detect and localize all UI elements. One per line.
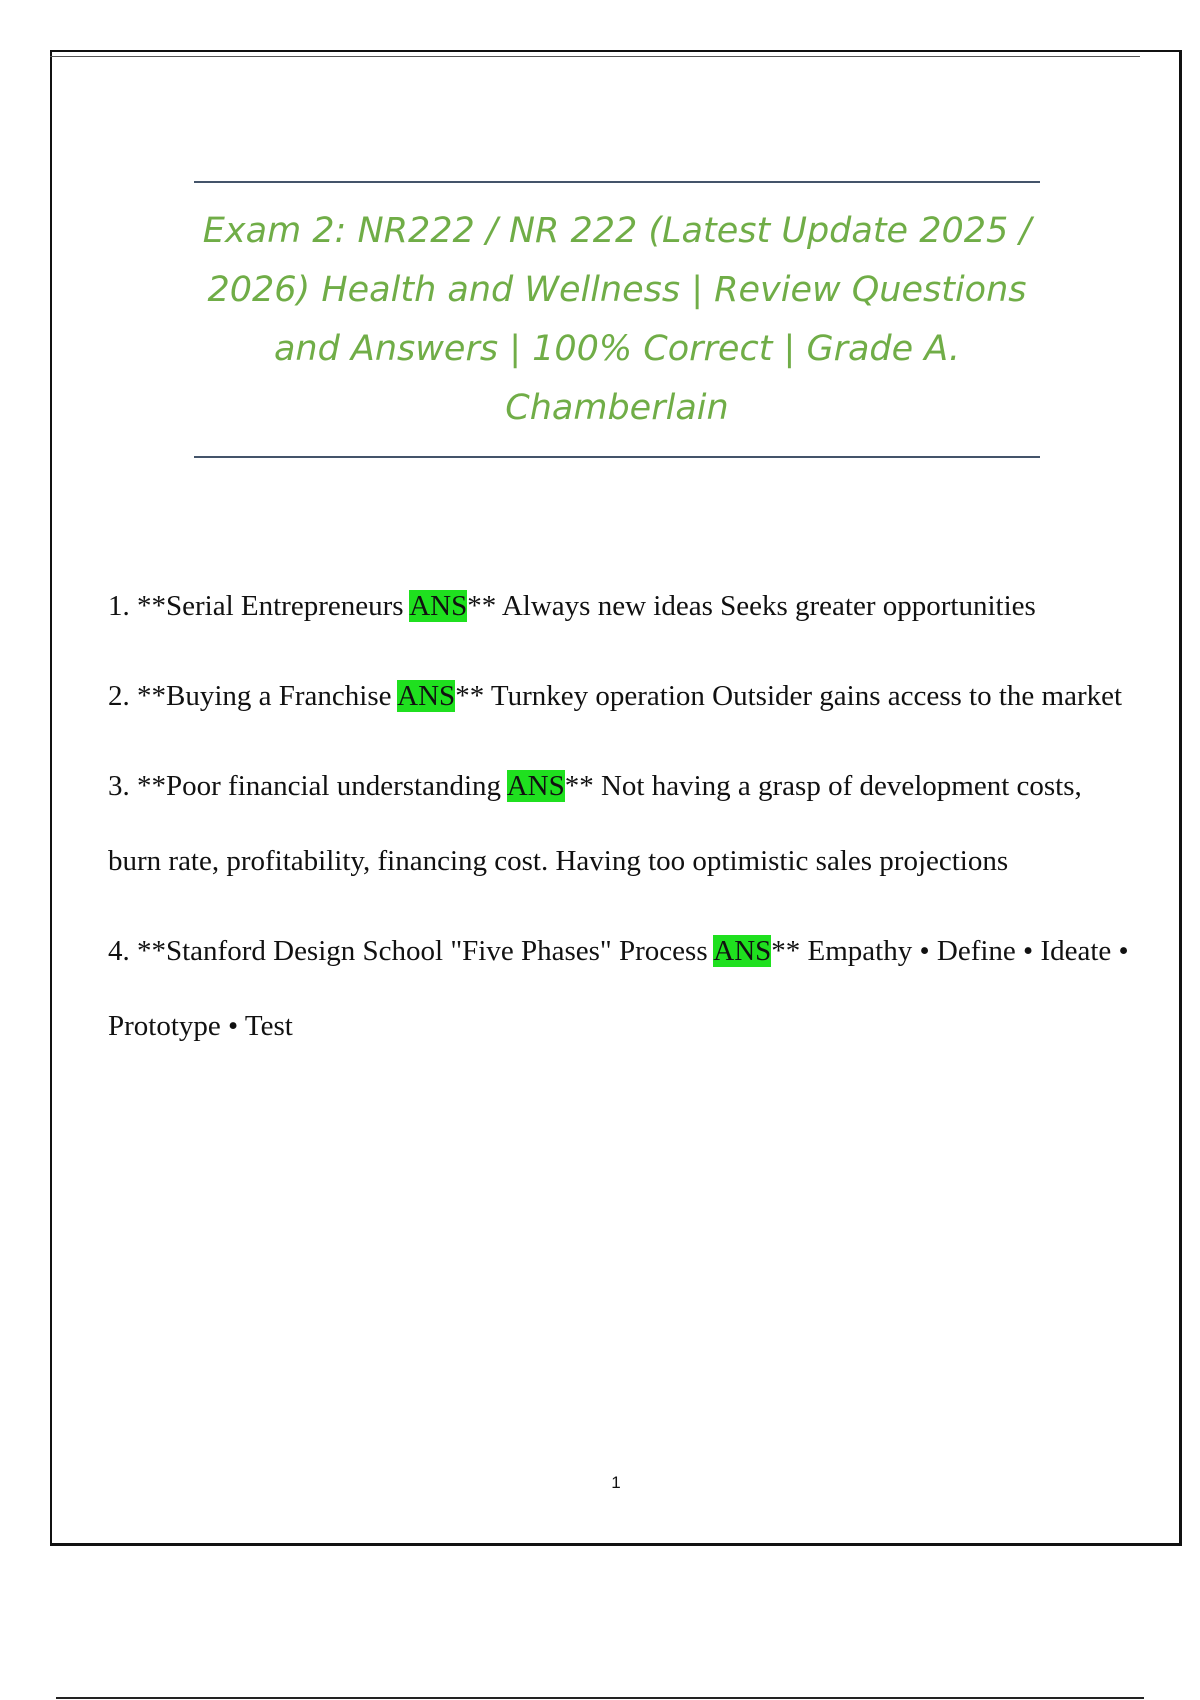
answer-marker: ANS — [397, 680, 456, 712]
question-3 — [108, 749, 1138, 899]
page-number: 1 — [611, 1473, 621, 1492]
question-2 — [108, 659, 1138, 734]
question-text: 4. **Stanford Design School "Five Phases" Process — [108, 935, 714, 967]
question-text: 1. **Serial Entrepreneurs — [108, 590, 410, 622]
title-rule-bottom — [194, 456, 1040, 458]
question-4 — [108, 914, 1138, 1064]
answer-marker: ANS — [713, 935, 772, 967]
answer-text: ** Always new ideas Seeks greater opportunities — [467, 590, 1036, 622]
next-page-top-line — [56, 1697, 1144, 1699]
answer-text: ** Turnkey operation Outsider gains access to the market — [455, 680, 1123, 712]
top-border-line — [50, 56, 1140, 57]
answer-text: ** Empathy • Define • Ideate • Prototype • Test — [108, 935, 1129, 1042]
question-1 — [108, 569, 1138, 644]
title-rule-top — [194, 181, 1040, 183]
answer-marker: ANS — [506, 770, 565, 802]
questions-list — [108, 569, 1138, 1079]
document-title: Exam 2: NR222 / NR 222 (Latest Update 2025 / 2026) Health and Wellness | Review Questions and Answers | 100% Correct | Grade A. Chamberlain — [202, 211, 1032, 428]
question-text: 3. **Poor financial understanding — [108, 770, 507, 802]
question-text: 2. **Buying a Franchise — [108, 680, 398, 712]
answer-text: ** Not having a grasp of development costs, burn rate, profitability, financing cost. Having too optimistic sales projections — [108, 770, 1082, 877]
answer-marker: ANS — [409, 590, 468, 622]
